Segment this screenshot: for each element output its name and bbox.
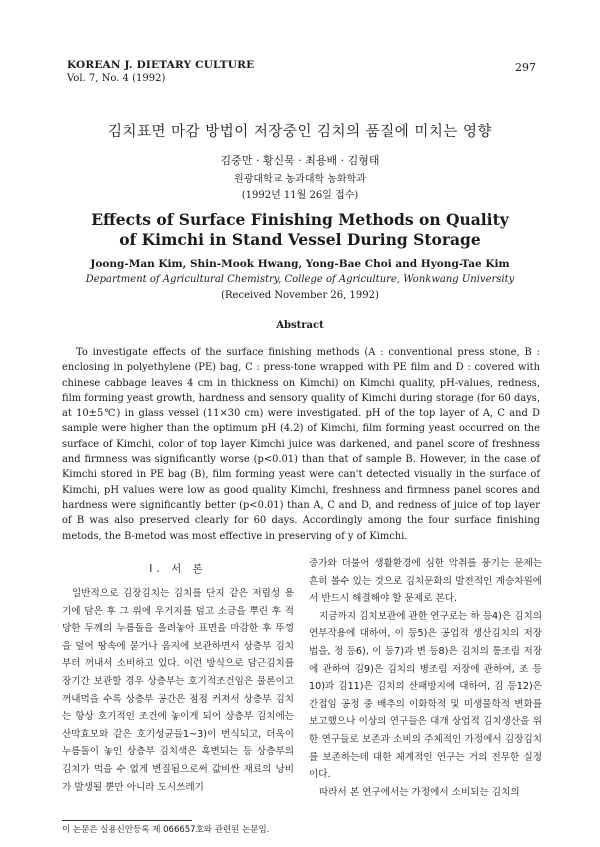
received-date: (Received November 26, 1992) [221,290,379,301]
section-heading-introduction: I. 서 론 [149,563,207,575]
english-department: Department of Agricultural Chemistry, College of Agriculture, Wonkwang University [85,274,515,285]
korean-title: 김치표면 마감 방법이 저장중인 김치의 품질에 미치는 영향 [108,124,492,140]
english-title-line-1: Effects of Surface Finishing Methods on Quality [91,210,509,229]
english-title [0,210,600,250]
page-number: 297 [515,61,536,74]
abstract-body [62,345,540,544]
right-paragraph-2: 지금까지 김치보관에 관한 연구로는 하 등4)은 김치의 연부작용에 대하여, 이 등5)은 공업적 생산김치의 저장법을, 정 등6), 이 등7)과 변 등8)은 김치의 통조림 저장에 관하여 김9)은 김치의 병조림 저장에 관하여, 조 등10)과 김11)은 김치의 산패방지에 대하여, 김 등12)은 간접임 공정 중 배추의 이화학적 및 미생물학적 변화를 보고했으나 이상의 연구들은 대개 상업적 김치생산을 위한 연구들로 보존과 소비의 주체적인 가정에서 김장김치를 보존하는데 대한 체계적인 연구는 거의 전무한 실정이다. [309,610,542,781]
left-paragraph: 일반적으로 김장김치는 김치를 단지 같은 저립성 용기에 담은 후 그 위에 우거지를 덮고 소금을 뿌린 후 적당한 두께의 누름돌을 올려놓아 표면을 마감한 후 뚜껑을 덮어 땅속에 묻거나 음지에 보관하면서 상층부 김치부터 꺼내서 소비하고 있다. 이런 방식으로 담근김치를 장기간 보관할 경우 상층부는 호기적조건임은 물론이고 꺼내먹을 수록 상층부 공간은 점점 커져서 상층부 김치는 항상 호기적인 조건에 놓이게 되어 상층부 김치에는 산막효모와 같은 호기성균들1~3)이 번식되고, 더욱이 누름돌이 놓인 상층부 김치색은 흑변되는 등 상층부의 김치가 먹을 수 없게 변질됨으로써 값비싼 재료의 낭비가 발생될 뿐만 아니라 도시쓰레기 [62,588,294,793]
korean-authors: 김중만 · 황신묵 · 최용배 · 김형태 [220,154,380,167]
korean-affiliation: 원광대학교 농과대학 농화학과 [234,174,366,185]
abstract-text: To investigate effects of the surface finishing methods (A : conventional press stone, B : enclosing in polyethylene (PE) bag, C : press-tone wrapped with PE film and D : covered with chinese cabbage leaves 4 cm in thickness on Kimchi) on Kimchi quality, pH-values, redness, film forming yeast growth, hardness and sensory quality of Kimchi during storage (for 60 days, at 10±5℃) in glass vessel (11×30 cm) were investigated. pH of the top layer of A, C and D sample were higher than the optimum pH (4.2) of Kimchi, film forming yeast occurred on the surface of Kimchi, color of top layer Kimchi juice was darkened, and panel score of freshness and firmness was significantly worse (p<0.01) than that of sample B. However, in the case of Kimchi stored in PE bag (B), film forming yeast were can't detected visually in the surface of Kimchi, pH values were low as good quality Kimchi, freshness and firmness panel scores and hardness were significantly better (p<0.01) than A, C and D, and redness of juice of top layer of B was also preserved clearly for 60 days. Accordingly among the four surface finishing metods, the B-metod was most effective in preserving of y of Kimchi. [62,347,540,542]
english-title-line-2: of Kimchi in Stand Vessel During Storage [119,230,481,249]
right-paragraph-3: 따라서 본 연구에서는 가정에서 소비되는 김치의 [319,786,520,798]
english-authors: Joong-Man Kim, Shin-Mook Hwang, Yong-Bae Choi and Hyong-Tae Kim [90,258,510,270]
right-paragraph-1: 증가와 더불어 생활환경에 심한 악취를 풍기는 문제는 흔히 볼수 있는 것으로 김치문화의 발전적인 계승차원에서 반드시 해결해야 할 문제로 본다. [309,558,542,605]
left-column-text [62,585,294,796]
footnote-divider [62,820,192,821]
journal-name: KOREAN J. DIETARY CULTURE [67,59,255,71]
journal-volume: Vol. 7, No. 4 (1992) [67,73,166,84]
right-column-text [309,555,542,801]
footnote: 이 논문은 실용신안등록 제 066657호와 관련된 논문임. [62,825,270,835]
korean-received-date: (1992년 11월 26일 접수) [241,190,359,201]
abstract-heading: Abstract [276,320,324,331]
